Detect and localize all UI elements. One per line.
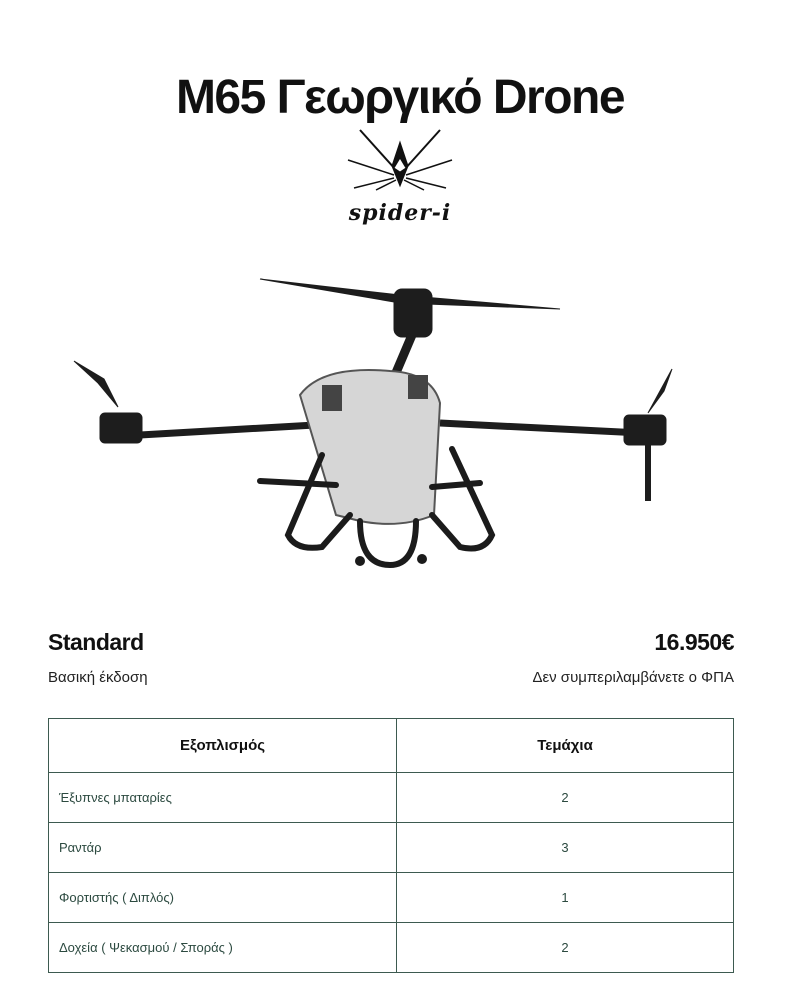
plan-name: Standard — [48, 629, 144, 655]
equipment-item: Έξυπνες μπαταρίες — [49, 773, 397, 823]
equipment-item: Φορτιστής ( Διπλός) — [49, 873, 397, 923]
plan-price: 16.950€ — [654, 629, 734, 655]
equipment-qty: 2 — [397, 773, 734, 823]
table-row — [49, 873, 734, 923]
table-header-row — [49, 719, 734, 773]
page-title: M65 Γεωργικό Drone — [175, 71, 625, 125]
equipment-qty: 2 — [397, 923, 734, 973]
equipment-item: Δοχεία ( Ψεκασμού / Σποράς ) — [49, 923, 397, 973]
equipment-item: Ραντάρ — [49, 823, 397, 873]
header-quantity: Τεμάχια — [397, 719, 734, 773]
table-row — [49, 923, 734, 973]
equipment-qty: 3 — [397, 823, 734, 873]
brand-logo-text: spider-i — [348, 200, 452, 226]
table-row — [49, 773, 734, 823]
price-vat-note: Δεν συμπεριλαμβάνετε ο ΦΠΑ — [532, 669, 734, 686]
plan-subtitle: Βασική έκδοση — [48, 669, 148, 686]
equipment-qty: 1 — [397, 873, 734, 923]
header-equipment: Εξοπλισμός — [49, 719, 397, 773]
equipment-table — [48, 718, 734, 973]
drone-image — [60, 265, 740, 585]
table-row — [49, 823, 734, 873]
